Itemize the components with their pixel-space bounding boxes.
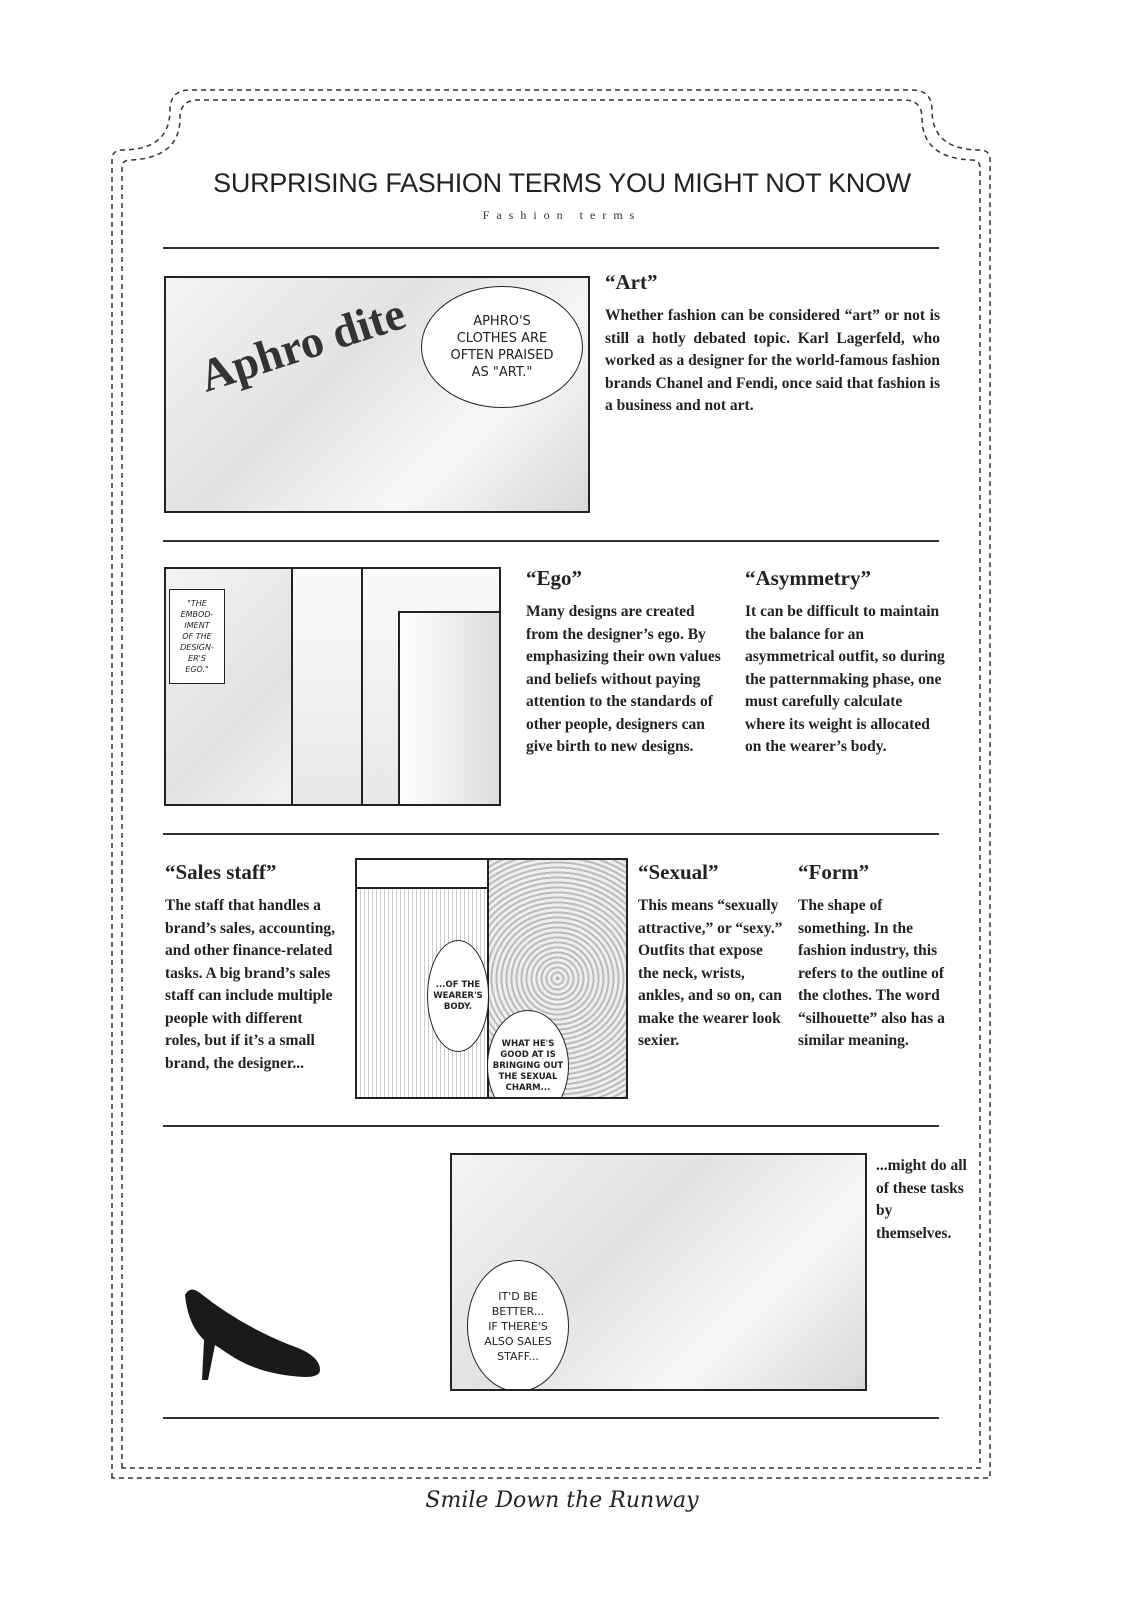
term-body: Whether fashion can be considered “art” or not is still a hotly debated topic. Karl Lagerfeld, who worked as a designer for the world-famous fashion brands Chanel and Fendi, once said that fashion is a business and not art.	[605, 307, 940, 414]
manga-panel-sexual	[355, 858, 628, 1099]
page-title: SURPRISING FASHION TERMS YOU MIGHT NOT KNOW	[213, 168, 911, 198]
speech-bubble: ...OF THE WEARER'S BODY.	[427, 940, 489, 1052]
term-body: The staff that handles a brand’s sales, accounting, and other finance-related tasks. A big brand’s sales staff can include multiple people with different roles, but if it’s a small brand, the designer...	[165, 897, 335, 1072]
term-body: Many designs are created from the designer’s ego. By emphasizing their own values and beliefs without paying attention to the standards of other people, designers can give birth to new designs.	[526, 603, 721, 755]
page-subtitle: Fashion terms	[482, 208, 642, 222]
caption-box: "THE EMBOD- IMENT OF THE DESIGN- ER'S EGO."	[169, 589, 225, 684]
speech-bubble: APHRO'S CLOTHES ARE OFTEN PRAISED AS "ART."	[421, 286, 583, 408]
term-body: This means “sexually attractive,” or “sexy.” Outfits that expose the neck, wrists, ankles, and so on, can make the wearer look sexier.	[638, 897, 783, 1049]
term-heading: “Ego”	[526, 566, 583, 590]
term-continuation	[876, 1155, 968, 1245]
speech-bubble: WHAT HE'S GOOD AT IS BRINGING OUT THE SEXUAL CHARM...	[487, 1010, 569, 1099]
divider	[163, 247, 939, 249]
term-ego	[526, 566, 726, 759]
panel-divider	[291, 569, 363, 804]
panel-inset	[398, 611, 499, 804]
term-body: It can be difficult to maintain the balance for an asymmetrical outfit, so during the patternmaking phase, one must carefully calculate where its weight is allocated on the wearer’s body.	[745, 603, 945, 755]
term-heading: “Art”	[605, 270, 658, 294]
panel-blank	[357, 860, 487, 889]
manga-panel-art	[164, 276, 590, 513]
manga-panel-sales	[450, 1153, 867, 1391]
term-art	[605, 270, 940, 418]
term-heading: “Form”	[798, 860, 870, 884]
divider	[163, 833, 939, 835]
term-body: ...might do all of these tasks by themselves.	[876, 1157, 967, 1242]
series-logo: Smile Down the Runway	[425, 1488, 699, 1513]
term-heading: “Sales staff”	[165, 860, 277, 884]
manga-panel-ego	[164, 567, 501, 806]
aphrodite-logo: Aphro dite	[193, 287, 412, 402]
divider	[163, 1417, 939, 1419]
divider	[163, 540, 939, 542]
speech-bubble: IT'D BE BETTER... IF THERE'S ALSO SALES STAFF...	[467, 1260, 569, 1391]
term-heading: “Sexual”	[638, 860, 719, 884]
term-form	[798, 860, 946, 1053]
term-sales-staff	[165, 860, 340, 1075]
term-asymmetry	[745, 566, 945, 759]
term-sexual	[638, 860, 783, 1053]
divider	[163, 1125, 939, 1127]
high-heel-shoe-icon	[180, 1285, 330, 1385]
term-body: The shape of something. In the fashion industry, this refers to the outline of the clothes. The word “silhouette” also has a similar meaning.	[798, 897, 945, 1049]
term-heading: “Asymmetry”	[745, 566, 871, 590]
